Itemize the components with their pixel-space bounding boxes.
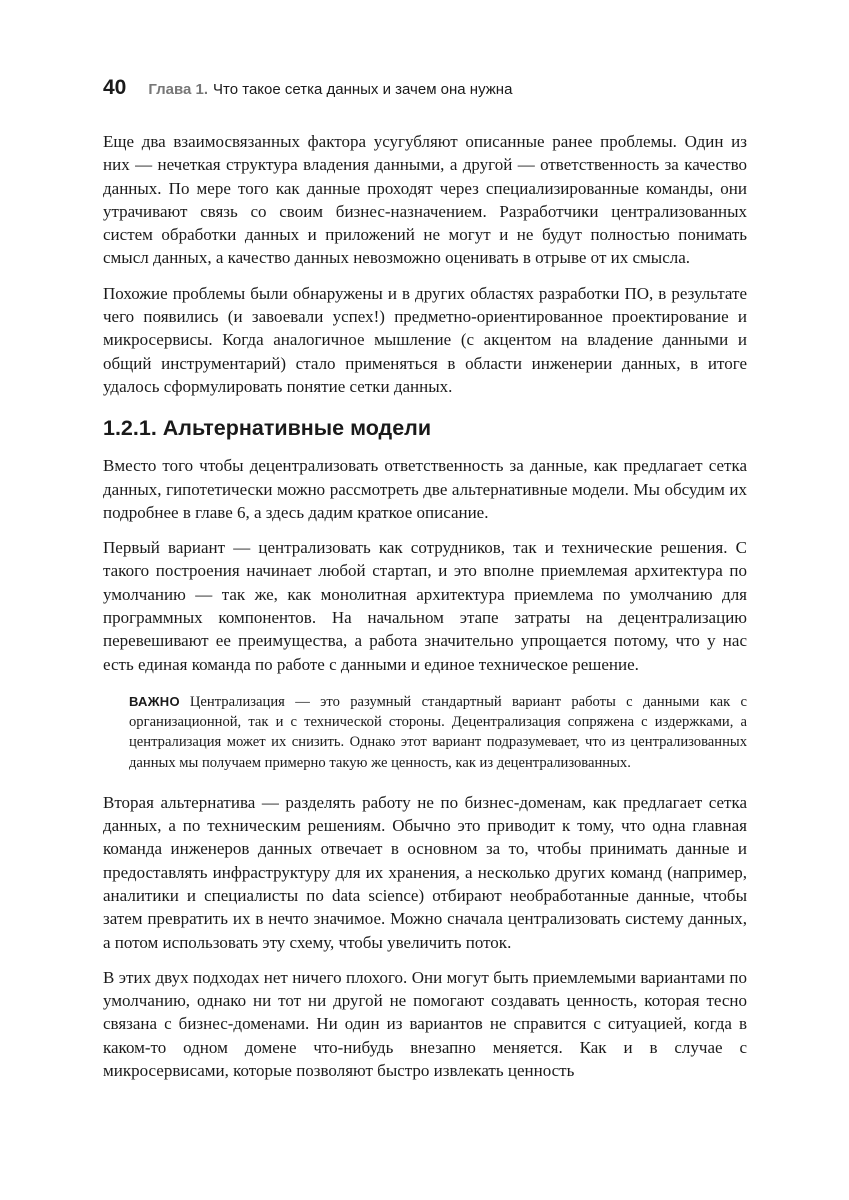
running-header (103, 76, 747, 106)
chapter-label: Глава 1. (148, 81, 209, 98)
note-label: ВАЖНО (129, 693, 180, 709)
section-heading: 1.2.1. Альтернативные модели (103, 416, 432, 441)
page-number: 40 (103, 76, 127, 99)
paragraph-first-option: Первый вариант — централизовать как сотрудников, так и технические решения. С такого построения начинает любой стартап, и это вполне приемлемая архитектура по умолчанию — так же, как монолитная архитектура приемлема по умолчанию для программных компонентов. На начальном этапе затраты на децентрализацию перевешивают ее преимущества, а работа значительно упрощается потому, что у нас есть единая команда по работе с данными и единое техническое решение. (103, 538, 747, 674)
paragraph-ownership-quality: Еще два взаимосвязанных фактора усугубляют описанные ранее проблемы. Один из них — нечеткая структура владения данными, а другой — ответственность за качество данных. По мере того как данные проходят через специализированные команды, они утрачивают связь со своим бизнес-назначением. Разработчики централизованных систем обработки данных и приложений не могут и не будут полностью понимать смысл данных, а качество данных невозможно оценивать в отрыве от их смысла. (103, 132, 747, 268)
chapter-title: Что такое сетка данных и зачем она нужна (213, 81, 513, 98)
book-page (103, 76, 747, 1094)
note-text: Централизация — это разумный стандартный вариант работы с данными как с организационной, так и с технической стороны. Децентрализация сопряжена с издержками, а централизация может их снизить. Однако этот вариант подразумевает, что из централизованных данных мы получаем примерно такую же ценность, как из децентрализованных. (129, 693, 747, 771)
paragraph-second-option: Вторая альтернатива — разделять работу не по бизнес-доменам, как предлагает сетка данных, а по техническим решениям. Обычно это приводит к тому, что одна главная команда инженеров данных отвечает в основном за то, чтобы принимать данные и предоставлять инфраструктуру для их хранения, а несколько других команд (например, аналитики и специалисты по data science) отбирают необработанные данные, чтобы затем превратить их в нечто значимое. Можно сначала централизовать систему данных, а потом использовать эту схему, чтобы увеличить поток. (103, 792, 747, 952)
important-note (129, 692, 747, 773)
paragraph-alternative-intro: Вместо того чтобы децентрализовать ответственность за данные, как предлагает сетка данных, гипотетически можно рассмотреть две альтернативные модели. Мы обсудим их подробнее в главе 6, а здесь дадим краткое описание. (103, 456, 747, 522)
paragraph-similar-problems: Похожие проблемы были обнаружены и в других областях разработки ПО, в результате чего появились (и завоевали успех!) предметно-ориентированное проектирование и микросервисы. Когда аналогичное мышление (с акцентом на владение данными и общий инструментарий) стало применяться в области инженерии данных, в итоге удалось сформулировать понятие сетки данных. (103, 283, 747, 396)
paragraph-conclusion: В этих двух подходах нет ничего плохого. Они могут быть приемлемыми вариантами по умолчанию, однако ни тот ни другой не помогают создавать ценность, которая тесно связана с бизнес-доменами. Ни один из вариантов не справится с ситуацией, когда в каком-то одном домене что-нибудь внезапно меняется. Как и в случае с микросервисами, которые позволяют быстро извлекать ценность (103, 967, 747, 1081)
